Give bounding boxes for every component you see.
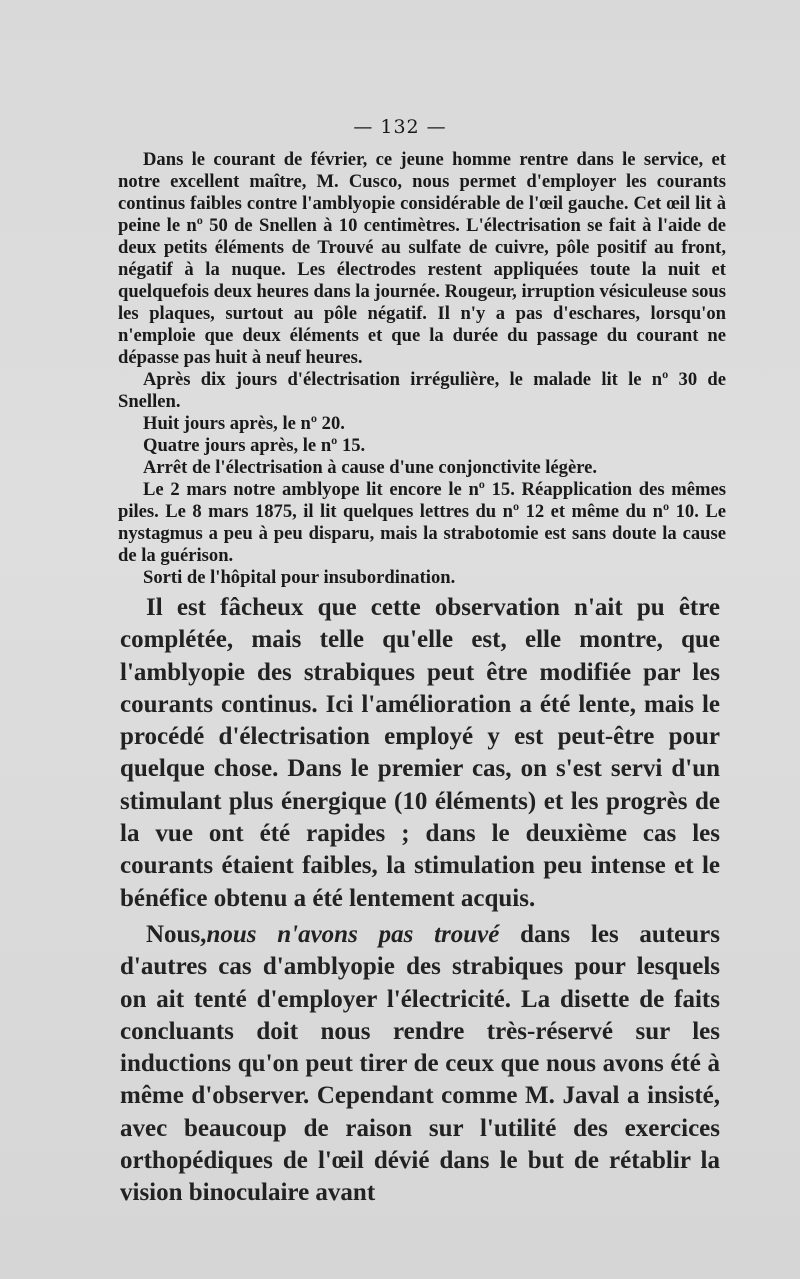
page-number: — 132 — [353, 116, 447, 138]
case-note [118, 149, 726, 589]
case-note-paragraph: Quatre jours après, le nº 15. [143, 435, 366, 456]
body-paragraph: Il est fâcheux que cette observation n'ait pu être complétée, mais telle qu'elle est, elle montre, que l'amblyopie des strabiques peut être modifiée par les courants continus. Ici l'amélioration a été lente, mais le procédé d'électrisation employé y est peut-être pour quelque chose. Dans le premier cas, on s'est servi d'un stimulant plus énergique (10 éléments) et les progrès de la vue ont été rapides ; dans le deuxième cas les courants étaient faibles, la stimulation peu intense et le bénéfice obtenu a été lentement acquis. [120, 594, 720, 912]
body-paragraph-rest: dans les auteurs d'autres cas d'amblyopie des strabiques pour lesquels on ait tenté d'employer l'électricité. La disette de faits concluants doit nous rendre très-réservé sur les inductions qu'on peut tirer de ceux que nous avons été à même d'observer. Cependant comme M. Javal a insisté, avec beaucoup de raison sur l'utilité des exercices orthopédiques de l'œil dévié dans le but de rétablir la vision binoculaire avant [120, 920, 720, 1207]
main-text [120, 592, 720, 1210]
body-paragraph-lead: Nous, [146, 920, 207, 948]
case-note-paragraph: Huit jours après, le nº 20. [143, 413, 345, 434]
case-note-paragraph: Sorti de l'hôpital pour insubordination. [143, 567, 456, 588]
body-paragraph-emphasis: nous n'avons pas trouvé [206, 920, 500, 948]
case-note-paragraph: Arrêt de l'électrisation à cause d'une conjonctivite légère. [143, 457, 598, 478]
body-paragraph [120, 919, 720, 1210]
case-note-paragraph: Après dix jours d'électrisation irrégulière, le malade lit le nº 30 de Snellen. [118, 369, 726, 412]
case-note-paragraph: Le 2 mars notre amblyope lit encore le nº 15. Réapplication des mêmes piles. Le 8 mars 1875, il lit quelques lettres du nº 12 et même du nº 10. Le nystagmus a peu à peu disparu, mais la strabotomie est sans doute la cause de la guérison. [118, 479, 726, 566]
case-note-paragraph: Dans le courant de février, ce jeune homme rentre dans le service, et notre excellent maître, M. Cusco, nous permet d'employer les courants continus faibles contre l'amblyopie considérable de l'œil gauche. Cet œil lit à peine le nº 50 de Snellen à 10 centimètres. L'électrisation se fait à l'aide de deux petits éléments de Trouvé au sulfate de cuivre, pôle positif au front, négatif à la nuque. Les électrodes restent appliquées toute la nuit et quelquefois deux heures dans la journée. Rougeur, irruption vésiculeuse sous les plaques, surtout au pôle négatif. Il n'y a pas d'eschares, lorsqu'on n'emploie que deux éléments et que la durée du passage du courant ne dépasse pas huit à neuf heures. [118, 149, 726, 368]
